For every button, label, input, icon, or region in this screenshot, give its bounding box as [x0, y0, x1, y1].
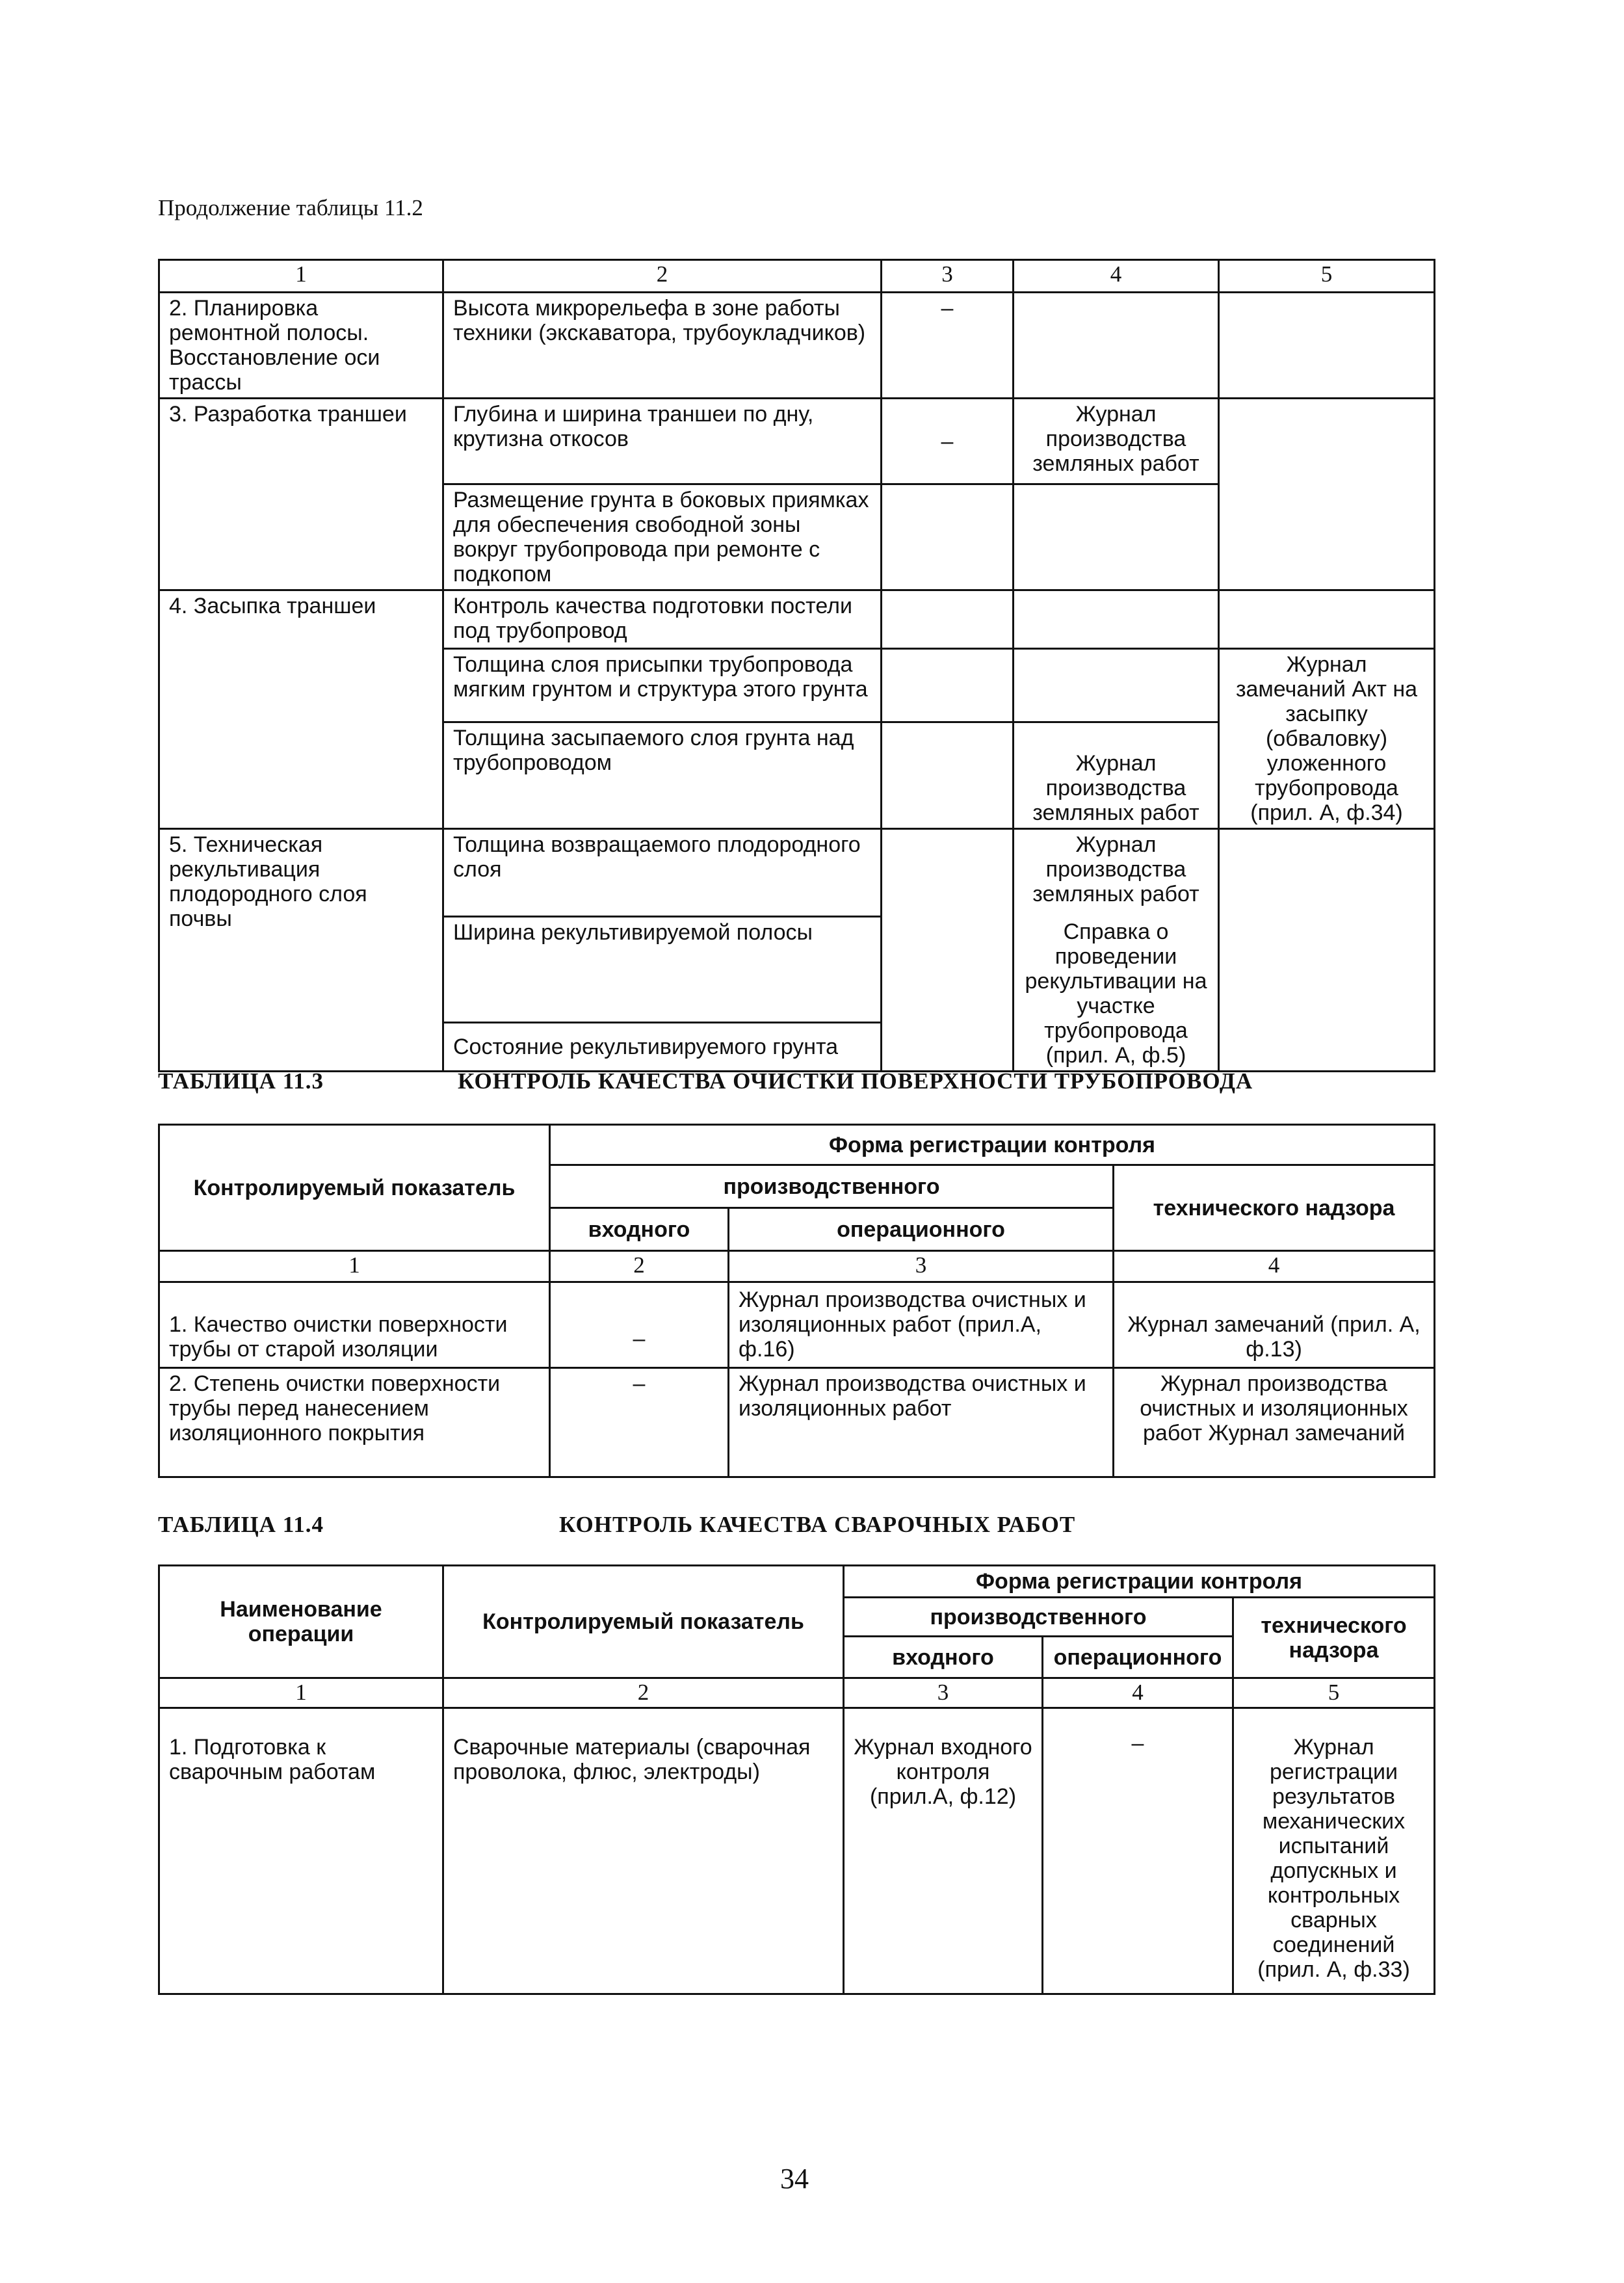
table-title: КОНТРОЛЬ КАЧЕСТВА ОЧИСТКИ ПОВЕРХНОСТИ ТРУБОПРОВОДА [458, 1068, 1253, 1094]
indicator-header: Контролируемый показатель [443, 1566, 844, 1678]
journal-cell: Журнал производства земляных работ [1014, 399, 1219, 484]
operation-cell: 1. Подготовка к сварочным работам [159, 1708, 443, 1994]
col-number: 1 [159, 1678, 443, 1708]
dash-cell: – [1043, 1708, 1233, 1994]
operational-header: операционного [729, 1208, 1114, 1251]
empty-cell [1014, 649, 1219, 722]
indicator-header: Контролируемый показатель [159, 1125, 550, 1251]
dash-cell: – [882, 293, 1014, 399]
indicator-cell: Ширина рекультивируемой полосы [443, 917, 882, 1023]
column-number-row [159, 1678, 1435, 1708]
col-number: 1 [159, 1251, 550, 1282]
indicator-cell: 2. Степень очистки поверхности трубы перед нанесением изоляционного покрытия [159, 1368, 550, 1477]
form-header: Форма регистрации контроля [550, 1125, 1435, 1165]
table-row [159, 829, 1435, 917]
empty-cell [882, 829, 1014, 1072]
indicator-cell: Сварочные материалы (сварочная проволока, флюс, электроды) [443, 1708, 844, 1994]
table-11-4 [158, 1564, 1435, 1995]
indicator-cell: Состояние рекультивируемого грунта [443, 1022, 882, 1071]
empty-cell [882, 590, 1014, 649]
table-row [159, 399, 1435, 484]
col-number: 2 [443, 260, 882, 293]
page-number: 34 [780, 2163, 809, 2195]
table-label: ТАБЛИЦА 11.3 [158, 1068, 324, 1094]
empty-cell [882, 484, 1014, 590]
tech-header: технического надзора [1233, 1598, 1435, 1678]
operation-cell: 2. Планировка ремонтной полосы. Восстановление оси трассы [159, 293, 443, 399]
header-row [159, 1125, 1435, 1165]
col-number: 3 [729, 1251, 1114, 1282]
journal-cell: Журнал входного контроля (прил.А, ф.12) [844, 1708, 1043, 1994]
col-number: 5 [1233, 1678, 1435, 1708]
input-header: входного [844, 1637, 1043, 1678]
operation-cell: 5. Техническая рекультивация плодородного слоя почвы [159, 829, 443, 1072]
empty-cell [1219, 293, 1435, 399]
journal-cell: Журнал производства очистных и изоляционных работ Журнал замечаний [1114, 1368, 1435, 1477]
input-header: входного [550, 1208, 729, 1251]
col-number: 4 [1014, 260, 1219, 293]
dash-cell: – [550, 1368, 729, 1477]
table-row [159, 1368, 1435, 1477]
empty-cell [1219, 829, 1435, 1072]
operational-header: операционного [1043, 1637, 1233, 1678]
table-row [159, 1708, 1435, 1994]
table-11-3 [158, 1124, 1435, 1478]
table-row [159, 590, 1435, 649]
header-row [159, 1566, 1435, 1598]
col-number: 4 [1114, 1251, 1435, 1282]
dash-cell: – [550, 1282, 729, 1368]
column-number-row [159, 1251, 1435, 1282]
operation-cell: 4. Засыпка траншеи [159, 590, 443, 829]
table-row [159, 293, 1435, 399]
table-row [159, 1282, 1435, 1368]
table-title: КОНТРОЛЬ КАЧЕСТВА СВАРОЧНЫХ РАБОТ [559, 1512, 1076, 1537]
col-number: 1 [159, 260, 443, 293]
journal-cell: Журнал замечаний Акт на засыпку (обваловку) уложенного трубопровода (прил. А, ф.34) [1219, 649, 1435, 829]
operation-cell: 3. Разработка траншеи [159, 399, 443, 590]
indicator-cell: 1. Качество очистки поверхности трубы от старой изоляции [159, 1282, 550, 1368]
indicator-cell: Контроль качества подготовки постели под трубопровод [443, 590, 882, 649]
indicator-cell: Толщина возвращаемого плодородного слоя [443, 829, 882, 917]
journal-cell: Журнал производства очистных и изоляционных работ [729, 1368, 1114, 1477]
col-number: 5 [1219, 260, 1435, 293]
journal-cell: Справка о проведении рекультивации на участке трубопровода (прил. А, ф.5) [1014, 917, 1219, 1072]
journal-cell: Журнал производства земляных работ [1014, 722, 1219, 829]
operation-header: Наименование операции [159, 1566, 443, 1678]
col-number: 2 [443, 1678, 844, 1708]
production-header: производственного [550, 1165, 1114, 1208]
empty-cell [1014, 293, 1219, 399]
empty-cell [1014, 484, 1219, 590]
table-caption: Продолжение таблицы 11.2 [158, 195, 423, 220]
journal-cell: Журнал регистрации результатов механических испытаний допускных и контрольных сварных соединений (прил. А, ф.33) [1233, 1708, 1435, 1994]
empty-cell [1014, 590, 1219, 649]
form-header: Форма регистрации контроля [844, 1566, 1435, 1598]
table-11-2 [158, 259, 1435, 1072]
indicator-cell: Толщина засыпаемого слоя грунта над трубопроводом [443, 722, 882, 829]
column-number-row [159, 260, 1435, 293]
journal-cell: Журнал производства земляных работ [1014, 829, 1219, 917]
tech-header: технического надзора [1114, 1165, 1435, 1251]
journal-cell: Журнал замечаний (прил. А, ф.13) [1114, 1282, 1435, 1368]
col-number: 3 [882, 260, 1014, 293]
col-number: 4 [1043, 1678, 1233, 1708]
indicator-cell: Толщина слоя присыпки трубопровода мягким грунтом и структура этого грунта [443, 649, 882, 722]
production-header: производственного [844, 1598, 1233, 1637]
indicator-cell: Высота микрорельефа в зоне работы техники (экскаватора, трубоукладчиков) [443, 293, 882, 399]
journal-cell: Журнал производства очистных и изоляционных работ (прил.А, ф.16) [729, 1282, 1114, 1368]
indicator-cell: Глубина и ширина траншеи по дну, крутизна откосов [443, 399, 882, 484]
dash-cell: – [882, 399, 1014, 484]
empty-cell [1219, 399, 1435, 590]
table-label: ТАБЛИЦА 11.4 [158, 1512, 324, 1537]
col-number: 2 [550, 1251, 729, 1282]
empty-cell [882, 722, 1014, 829]
empty-cell [1219, 590, 1435, 649]
indicator-cell: Размещение грунта в боковых приямках для обеспечения свободной зоны вокруг трубопровода при ремонте с подкопом [443, 484, 882, 590]
col-number: 3 [844, 1678, 1043, 1708]
empty-cell [882, 649, 1014, 722]
